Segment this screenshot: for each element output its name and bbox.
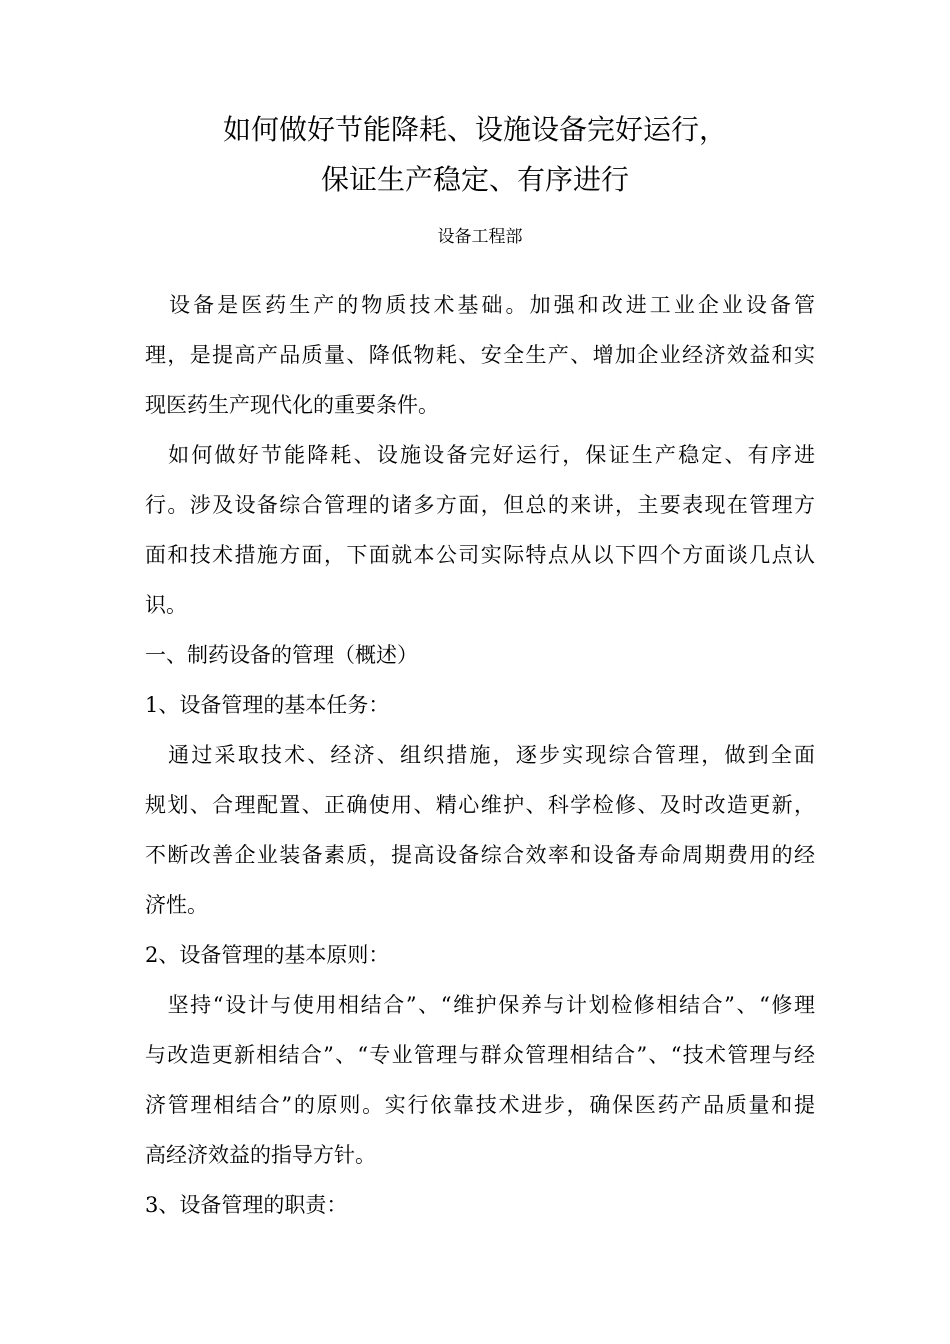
subsection-heading: 2、设备管理的基本原则： xyxy=(145,943,390,967)
document-title-line-1: 如何做好节能降耗、设施设备完好运行， xyxy=(222,113,727,146)
body-line: 理，是提高产品质量、降低物耗、安全生产、增加企业经济效益和实 xyxy=(145,343,815,367)
document-title-line-2: 保证生产稳定、有序进行 xyxy=(320,163,629,196)
body-line: 如何做好节能降耗、设施设备完好运行，保证生产稳定、有序进 xyxy=(145,443,815,467)
body-line: 现医药生产现代化的重要条件。 xyxy=(145,393,439,417)
body-line: 通过采取技术、经济、组织措施，逐步实现综合管理，做到全面 xyxy=(145,743,815,767)
section-heading: 一、制药设备的管理（概述） xyxy=(145,643,418,667)
body-line: 不断改善企业装备素质，提高设备综合效率和设备寿命周期费用的经 xyxy=(145,843,815,867)
body-line: 与改造更新相结合”、“专业管理与群众管理相结合”、“技术管理与经 xyxy=(145,1043,815,1067)
body-line: 规划、合理配置、正确使用、精心维护、科学检修、及时改造更新， xyxy=(145,793,815,817)
body-line: 面和技术措施方面，下面就本公司实际特点从以下四个方面谈几点认 xyxy=(145,543,815,567)
body-line: 行。涉及设备综合管理的诸多方面，但总的来讲，主要表现在管理方 xyxy=(145,493,815,517)
subsection-heading: 3、设备管理的职责： xyxy=(145,1193,348,1217)
body-line: 高经济效益的指导方针。 xyxy=(145,1143,376,1167)
body-line: 坚持“设计与使用相结合”、“维护保养与计划检修相结合”、“修理 xyxy=(145,993,815,1017)
subsection-heading: 1、设备管理的基本任务： xyxy=(145,693,390,717)
body-line: 识。 xyxy=(145,593,187,617)
department-label: 设备工程部 xyxy=(437,227,523,247)
body-line: 济性。 xyxy=(145,893,208,917)
body-line: 济管理相结合”的原则。实行依靠技术进步，确保医药产品质量和提 xyxy=(145,1093,815,1117)
body-line: 设备是医药生产的物质技术基础。加强和改进工业企业设备管 xyxy=(145,293,815,317)
